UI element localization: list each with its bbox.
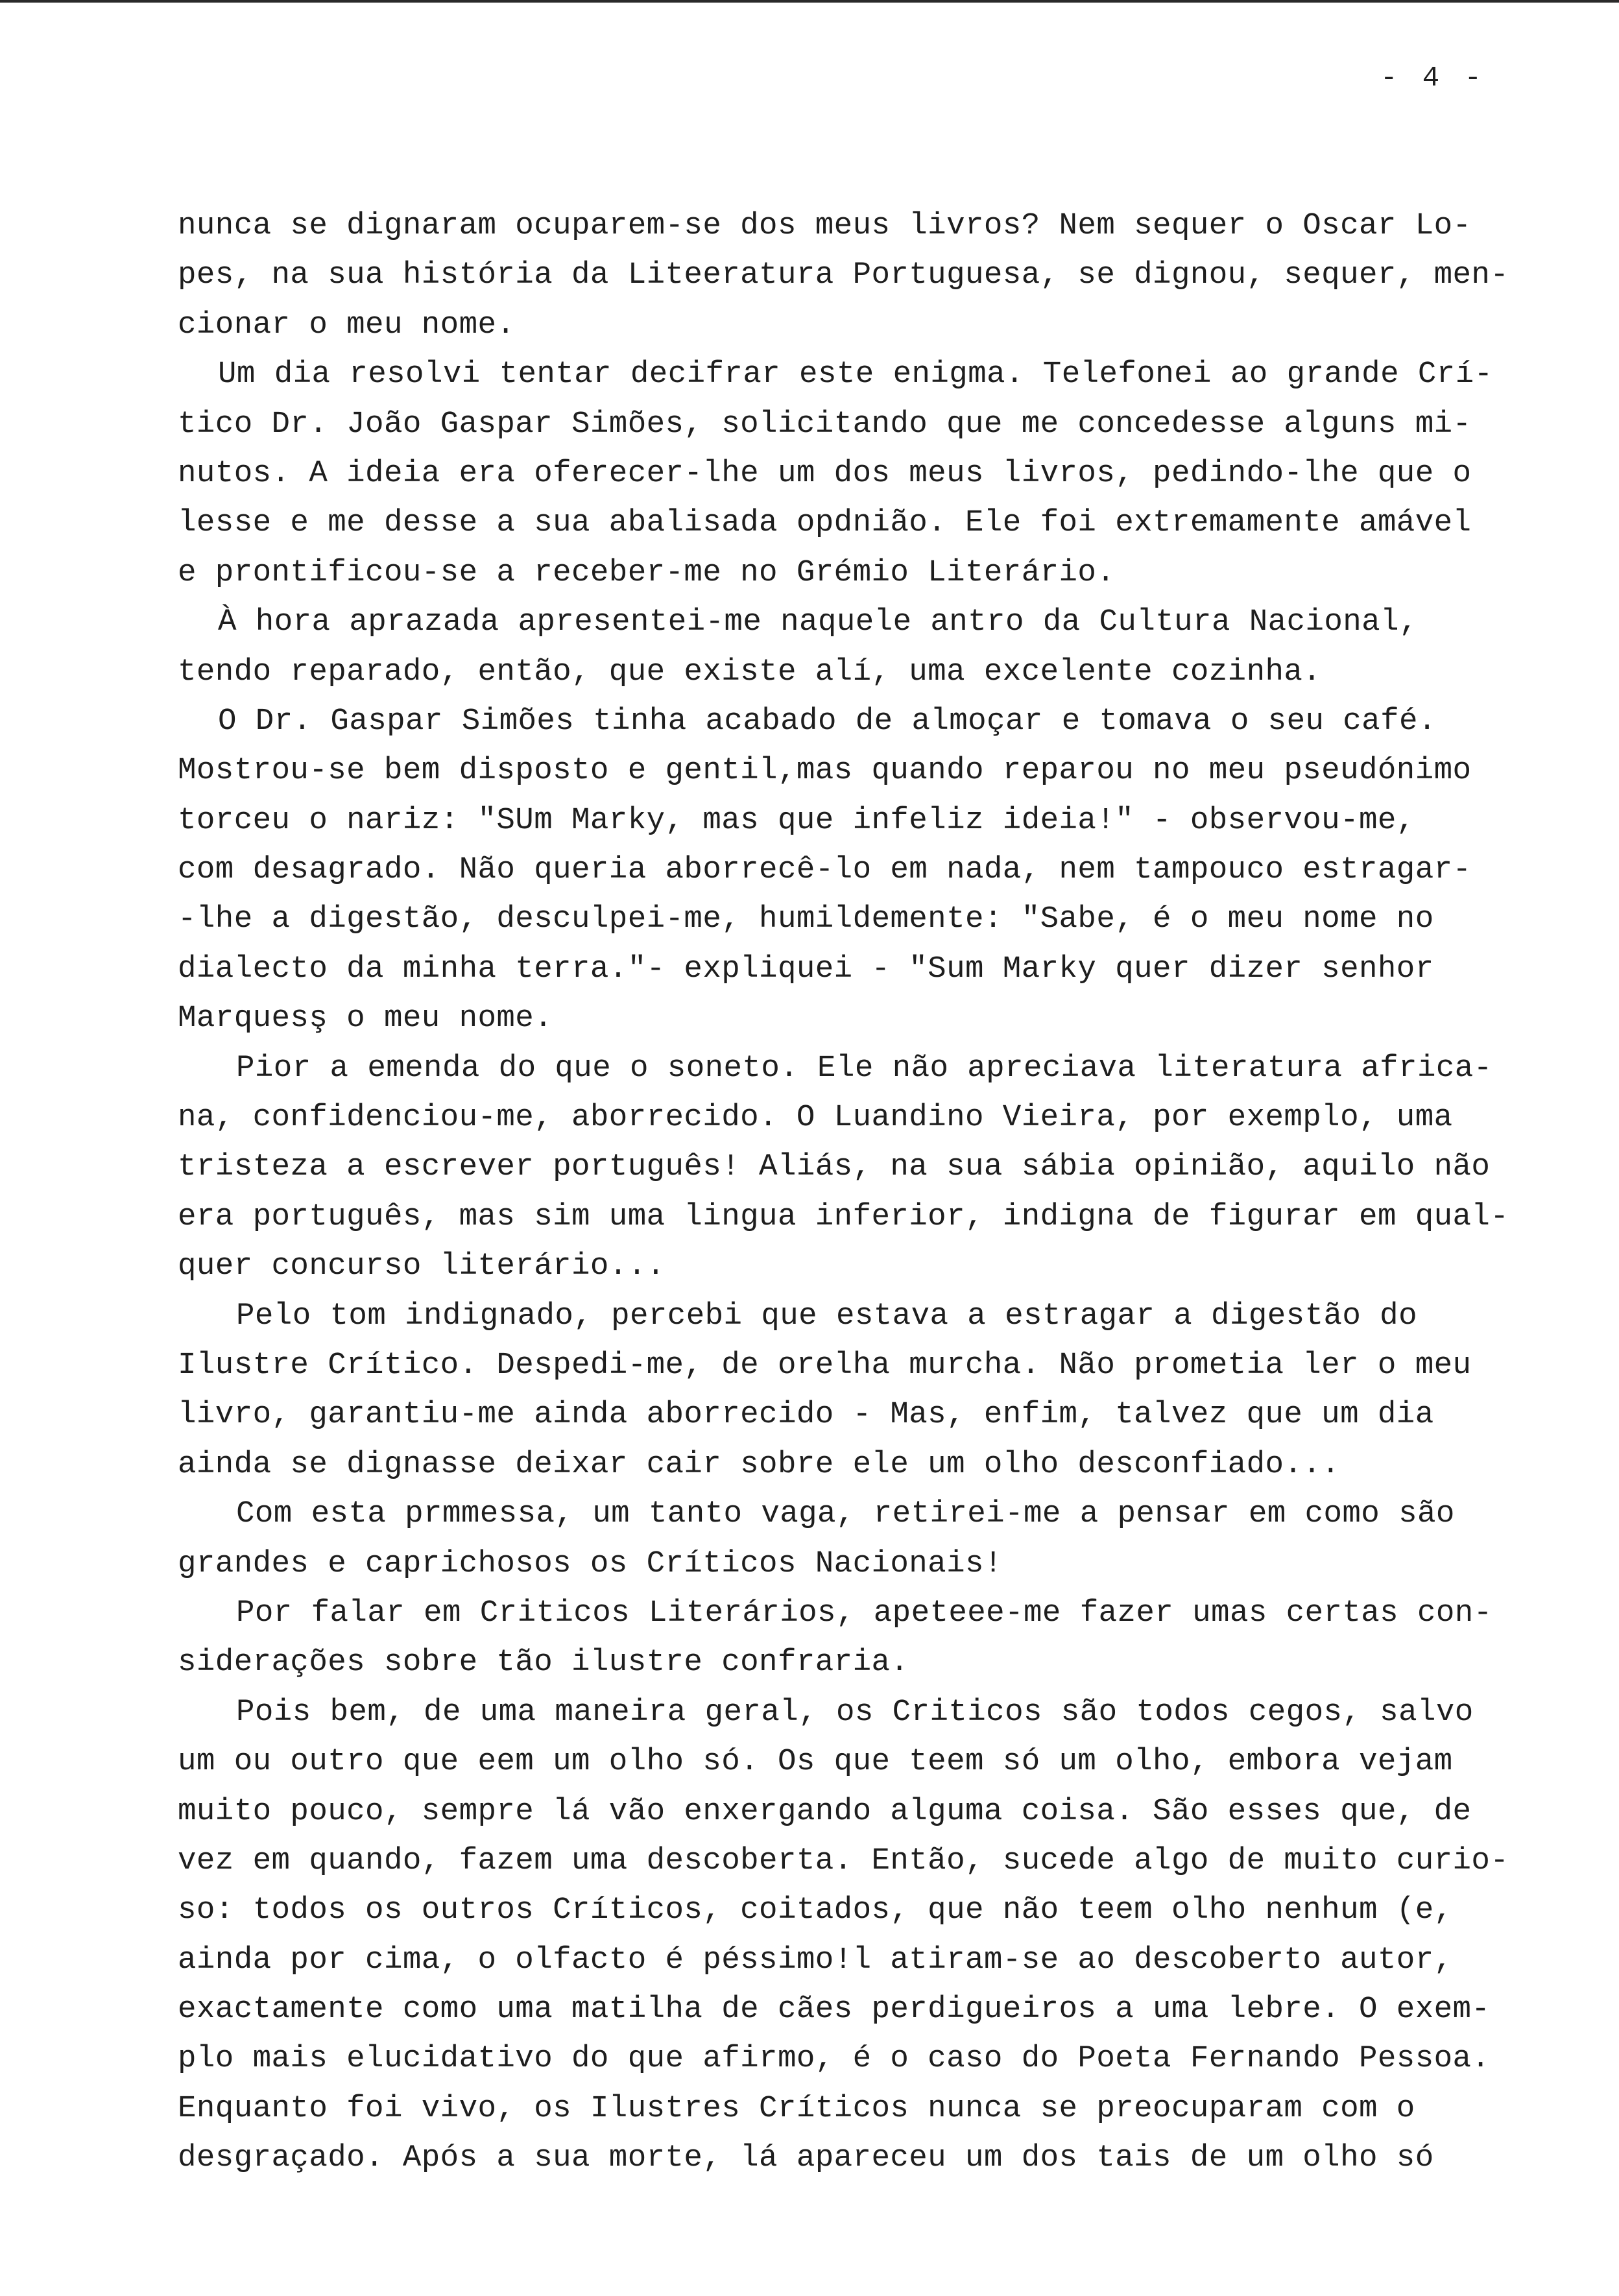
text-line: exactamente como uma matilha de cães perdigueiros a uma lebre. O exem-: [178, 1992, 1491, 2027]
text-line: Marquesş o meu nome.: [178, 1001, 553, 1036]
text-line: À hora aprazada apresentei-me naquele antro da Cultura Nacional,: [218, 604, 1418, 640]
page-body-text: [178, 201, 1572, 2183]
page-number: - 4 -: [1380, 62, 1486, 95]
text-line: na, confidenciou-me, aborrecido. O Luandino Vieira, por exemplo, uma: [178, 1100, 1453, 1136]
text-line: siderações sobre tão ilustre confraria.: [178, 1645, 909, 1680]
text-line: Enquanto foi vivo, os Ilustres Críticos nunca se preocuparam com o: [178, 2090, 1415, 2126]
text-line: quer concurso literário...: [178, 1249, 666, 1284]
text-line: ainda por cima, o olfacto é péssimo!l atiram-se ao descoberto autor,: [178, 1942, 1453, 1978]
text-line: cionar o meu nome.: [178, 307, 516, 342]
text-line: livro, garantiu-me ainda aborrecido - Mas, enfim, talvez que um dia: [178, 1397, 1434, 1433]
text-line: era português, mas sim uma lingua inferior, indigna de figurar em qual-: [178, 1199, 1509, 1234]
text-line: tristeza a escrever português! Aliás, na sua sábia opinião, aquilo não: [178, 1149, 1491, 1185]
text-line: tico Dr. João Gaspar Simões, solicitando que me concedesse alguns mi-: [178, 406, 1472, 442]
text-line: Por falar em Criticos Literários, apeteee-me fazer umas certas con-: [236, 1595, 1493, 1631]
text-line: Pois bem, de uma maneira geral, os Criticos são todos cegos, salvo: [236, 1694, 1474, 1730]
text-line: Com esta prmmessa, um tanto vaga, retirei-me a pensar em como são: [236, 1496, 1455, 1532]
text-line: vez em quando, fazem uma descoberta. Então, sucede algo de muito curio-: [178, 1843, 1509, 1878]
text-line: ainda se dignasse deixar cair sobre ele um olho desconfiado...: [178, 1446, 1341, 1482]
text-line: torceu o nariz: "SUm Marky, mas que infeliz ideia!" - observou-me,: [178, 802, 1415, 838]
text-line: pes, na sua história da Liteeratura Portuguesa, se dignou, sequer, men-: [178, 257, 1509, 293]
text-line: plo mais elucidativo do que afirmo, é o caso do Poeta Fernando Pessoa.: [178, 2041, 1491, 2077]
text-line: desgraçado. Após a sua morte, lá apareceu um dos tais de um olho só: [178, 2140, 1434, 2176]
text-line: um ou outro que eem um olho só. Os que teem só um olho, embora vejam: [178, 1744, 1453, 1780]
text-line: Pelo tom indignado, percebi que estava a estragar a digestão do: [236, 1298, 1417, 1333]
text-line: so: todos os outros Críticos, coitados, que não teem olho nenhum (e,: [178, 1893, 1453, 1928]
text-line: com desagrado. Não queria aborrecê-lo em nada, nem tampouco estragar-: [178, 852, 1472, 888]
top-border-line: [0, 0, 1619, 3]
text-line: Um dia resolvi tentar decifrar este enigma. Telefonei ao grande Crí-: [218, 357, 1493, 392]
text-line: tendo reparado, então, que existe alí, uma excelente cozinha.: [178, 654, 1322, 689]
text-line: nunca se dignaram ocuparem-se dos meus livros? Nem sequer o Oscar Lo-: [178, 208, 1472, 243]
text-line: Ilustre Crítico. Despedi-me, de orelha murcha. Não prometia ler o meu: [178, 1347, 1472, 1383]
text-line: grandes e caprichosos os Críticos Nacionais!: [178, 1546, 1003, 1581]
text-line: muito pouco, sempre lá vão enxergando alguma coisa. São esses que, de: [178, 1793, 1472, 1829]
text-line: -lhe a digestão, desculpei-me, humildemente: "Sabe, é o meu nome no: [178, 902, 1434, 937]
text-line: O Dr. Gaspar Simões tinha acabado de almoçar e tomava o seu café.: [218, 703, 1437, 739]
text-line: nutos. A ideia era oferecer-lhe um dos meus livros, pedindo-lhe que o: [178, 455, 1472, 491]
text-line: Mostrou-se bem disposto e gentil,mas quando reparou no meu pseudónimo: [178, 753, 1472, 789]
text-line: dialecto da minha terra."- expliquei - "Sum Marky quer dizer senhor: [178, 951, 1434, 987]
text-line: Pior a emenda do que o soneto. Ele não apreciava literatura africa-: [236, 1050, 1493, 1086]
text-line: e prontificou-se a receber-me no Grémio Literário.: [178, 555, 1116, 590]
text-line: lesse e me desse a sua abalisada opdnião. Ele foi extremamente amável: [178, 505, 1472, 541]
